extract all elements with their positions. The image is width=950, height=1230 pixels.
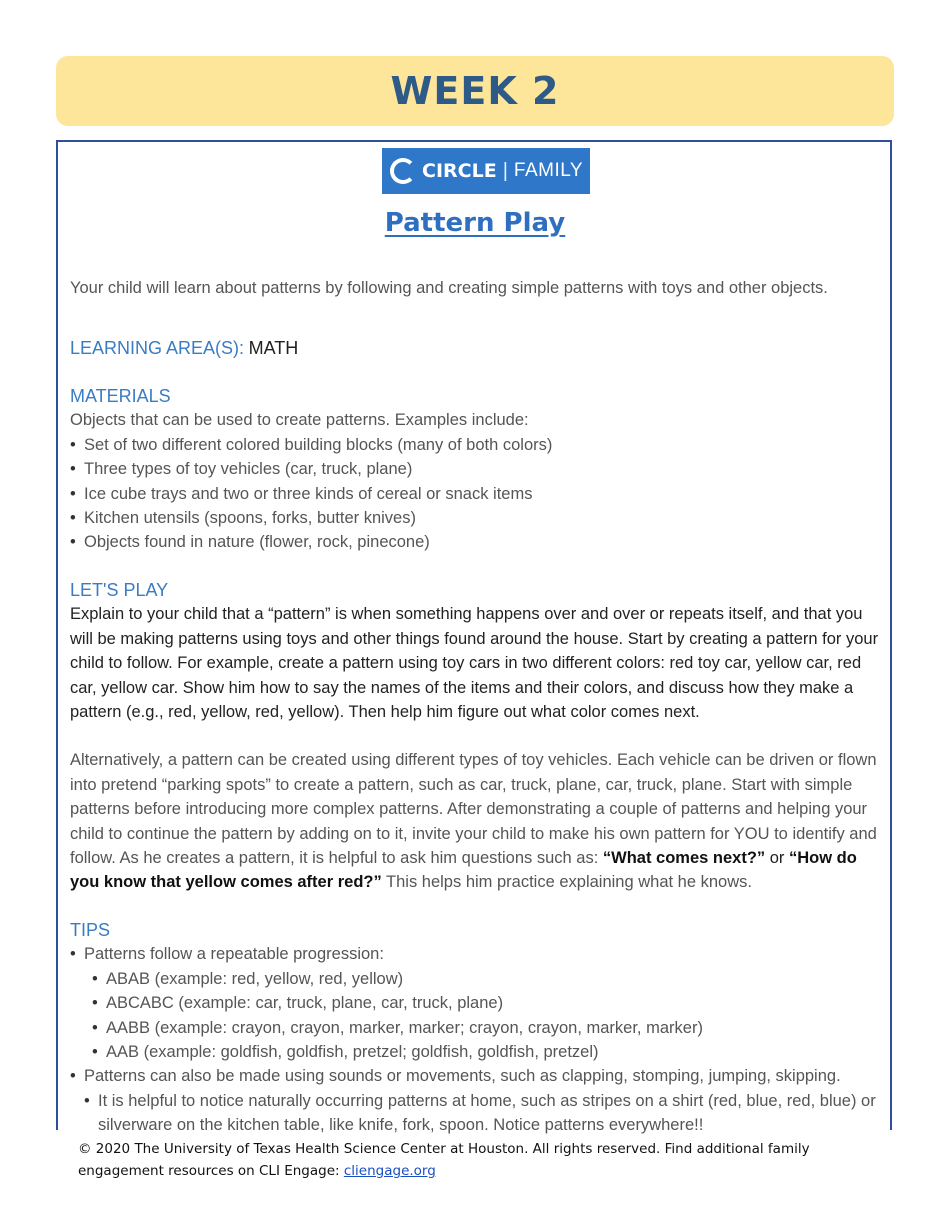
activity-title: Pattern Play <box>384 208 566 238</box>
tips-item-label: Patterns follow a repeatable progression: <box>84 945 384 964</box>
list-item: • ABAB (example: red, yellow, red, yellow) <box>70 967 888 991</box>
list-item: • AAB (example: goldfish, goldfish, pretzel; goldfish, goldfish, pretzel) <box>70 1040 888 1064</box>
circle-c-icon <box>390 158 416 184</box>
lets-play-paragraph-1: Explain to your child that a “pattern” is when something happens over and over or repeats itself, and that you will be making patterns using toys and other things found around the house. Start by creating a pattern for your child to follow. For example, create a pattern using toy cars in two different colors: red toy car, yellow car, red car, yellow car. Show him how to say the names of the items and their colors, and discuss how they make a pattern (e.g., red, yellow, red, yellow). Then help him figure out what color comes next. <box>70 605 879 722</box>
intro-text: Your child will learn about patterns by following and creating simple patterns with toys and other objects. <box>70 279 828 297</box>
lets-play-paragraph-2 <box>70 748 888 894</box>
materials-list <box>70 433 888 555</box>
logo-subbrand: FAMILY <box>513 160 584 181</box>
tips-sublist-2 <box>70 1089 888 1138</box>
list-item <box>70 942 888 966</box>
footer <box>78 1138 878 1182</box>
learning-area <box>70 336 888 361</box>
circle-family-logo <box>382 148 590 194</box>
list-item: • Three types of toy vehicles (car, truck, plane) <box>70 457 888 481</box>
cliengage-link[interactable]: cliengage.org <box>343 1163 436 1179</box>
materials-heading: MATERIALS <box>70 386 171 406</box>
list-item: • It is helpful to notice naturally occurring patterns at home, such as stripes on a shirt (red, blue, red, blue) or silverware on the kitchen table, like knife, fork, spoon. Notice patterns everywhere!! <box>70 1089 888 1138</box>
question-what-next: “What comes next?” <box>602 849 766 868</box>
copyright-text: © 2020 The University of Texas Health Science Center at Houston. All rights reserved. Find additional family engagement resources on CLI Engage: <box>78 1141 810 1179</box>
learning-area-label: LEARNING AREA(S): <box>70 338 245 358</box>
paragraph-2-start: Alternatively, a pattern can be created using different types of toy vehicles. Each vehicle can be driven or flown into pretend “parking spots” to create a pattern, such as car, truck, plane, car, truck, plane. Start with simple patterns before introducing more complex patterns. After demonstrating a couple of patterns and helping your child to continue the pattern by adding on to it, invite your child to make his own pattern for YOU to identify and follow. As he creates a pattern, it is helpful to ask him questions such as: <box>70 751 877 868</box>
list-item: • Objects found in nature (flower, rock, pinecone) <box>70 530 888 554</box>
materials-section <box>70 384 888 555</box>
week-banner <box>56 56 894 126</box>
logo-separator: | <box>502 159 508 182</box>
tips-heading: TIPS <box>70 920 111 940</box>
tips-section <box>70 918 888 1138</box>
question-yellow-after-red: “How do you know that yellow comes after red?” <box>70 849 857 892</box>
materials-lead: Objects that can be used to create patterns. Examples include: <box>70 411 529 430</box>
learning-area-value: MATH <box>248 338 299 358</box>
tips-list <box>70 942 888 966</box>
list-item: • Patterns can also be made using sounds or movements, such as clapping, stomping, jumping, skipping. <box>70 1064 888 1088</box>
paragraph-2-end: This helps him practice explaining what he knows. <box>381 873 752 892</box>
lets-play-section <box>70 578 888 895</box>
logo-brand: CIRCLE <box>422 160 497 182</box>
list-item: • ABCABC (example: car, truck, plane, car, truck, plane) <box>70 991 888 1015</box>
list-item: • Kitchen utensils (spoons, forks, butter knives) <box>70 506 888 530</box>
list-item: • AABB (example: crayon, crayon, marker, marker; crayon, crayon, marker, marker) <box>70 1016 888 1040</box>
lets-play-heading: LET'S PLAY <box>70 580 169 600</box>
week-title: WEEK 2 <box>390 69 560 113</box>
tips-sublist-1 <box>70 967 888 1065</box>
list-item: • Ice cube trays and two or three kinds of cereal or snack items <box>70 482 888 506</box>
list-item: • Set of two different colored building blocks (many of both colors) <box>70 433 888 457</box>
tips-list-2 <box>70 1064 888 1088</box>
question-connector: or <box>765 849 789 868</box>
